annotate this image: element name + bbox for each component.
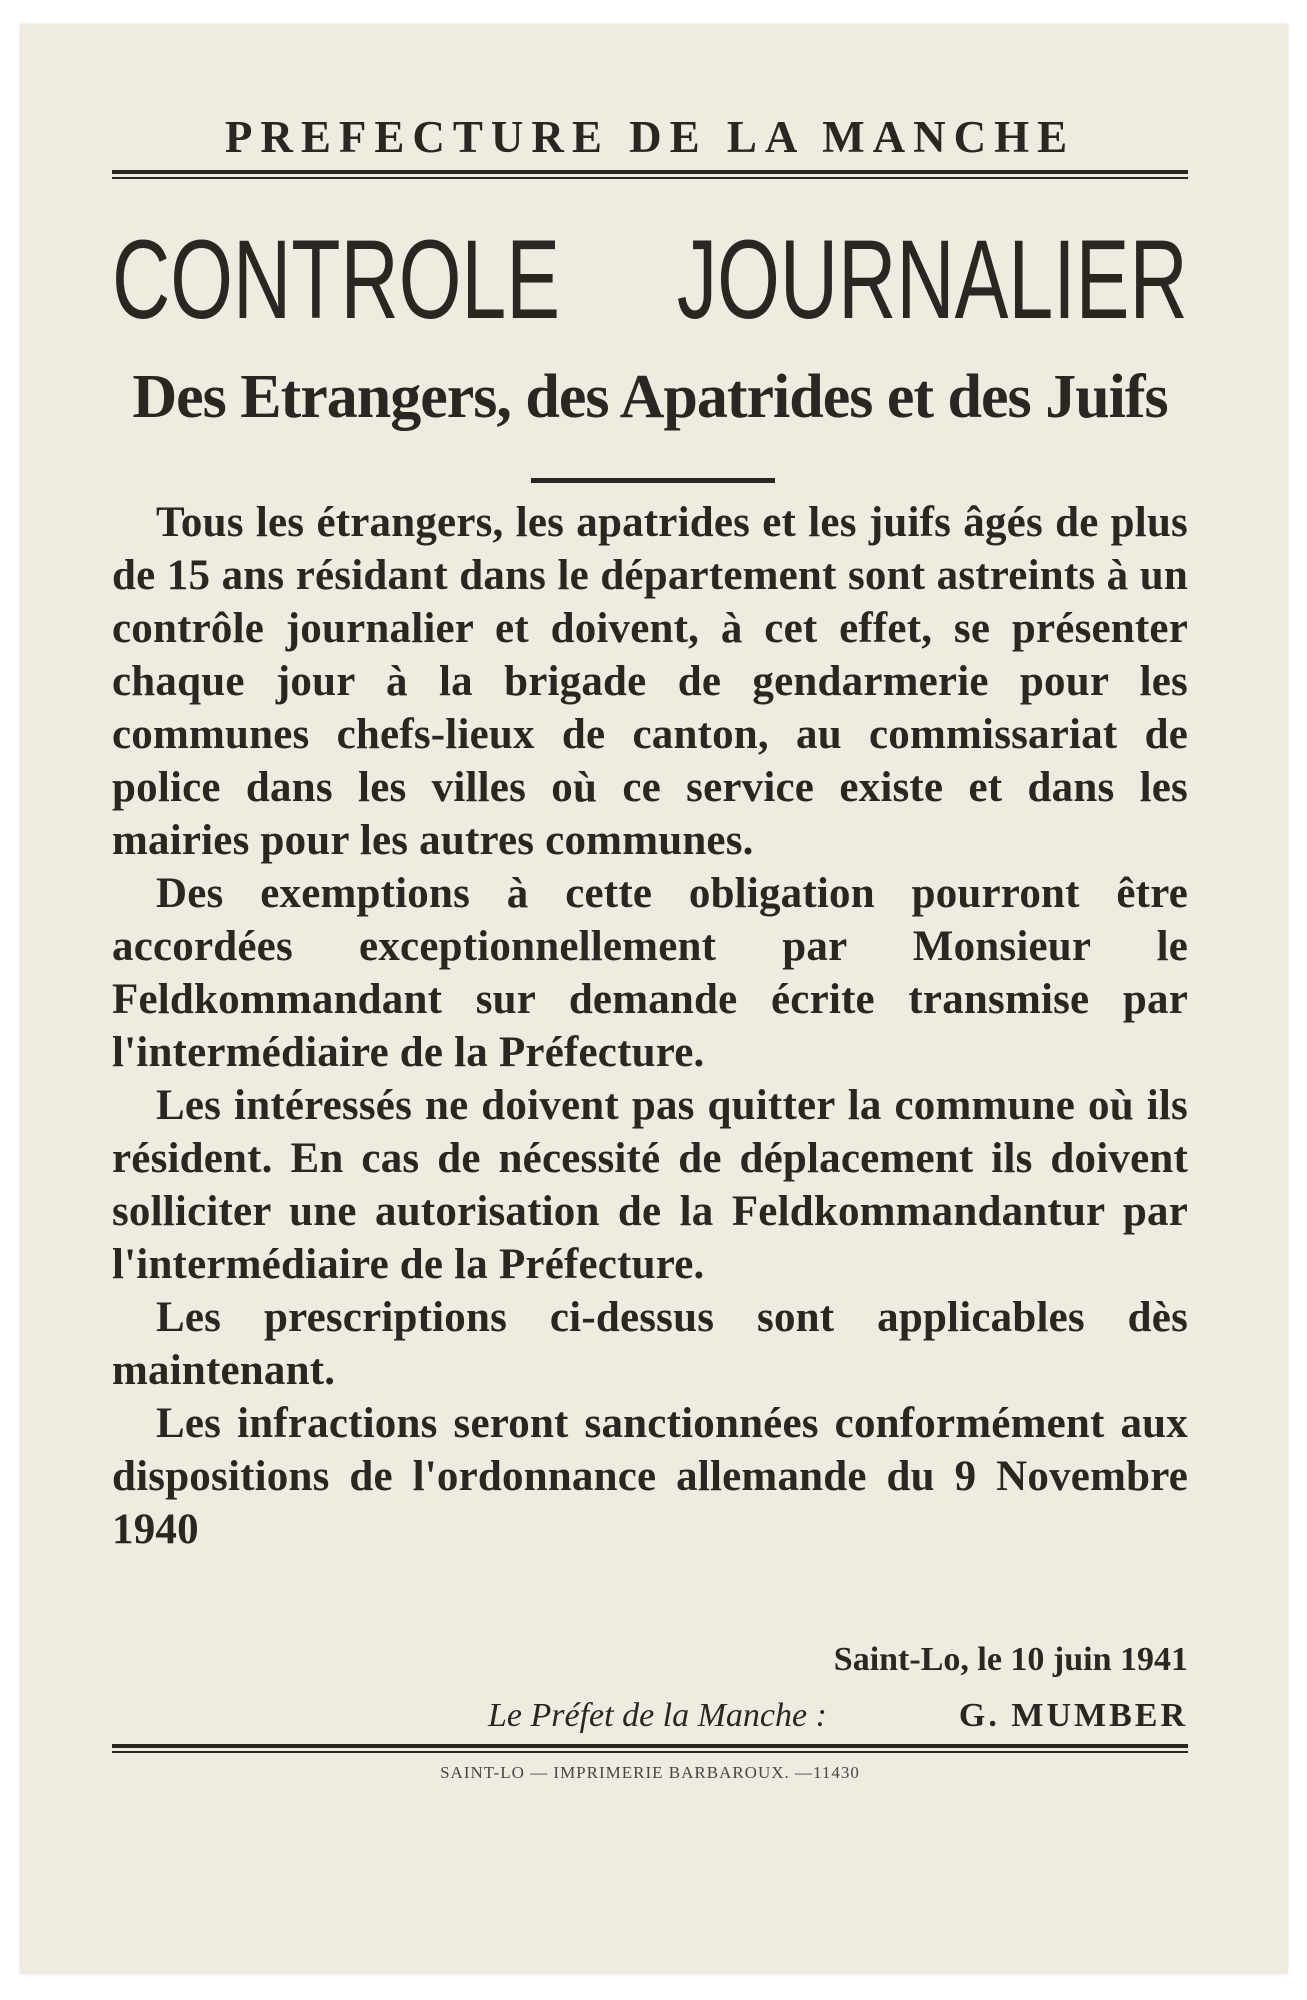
- subtitle: Des Etrangers, des Apatrides et des Juifs: [132, 363, 1168, 431]
- main-title: [112, 217, 1188, 342]
- place-date: Saint-Lo, le 10 juin 1941: [833, 1641, 1188, 1678]
- paragraph-2: Des exemptions à cette obligation pourront être accordées exceptionnellement par Monsieur le Feldkommandant sur demande écrite transmise par l'intermédiaire de la Préfecture.: [112, 870, 1188, 1076]
- paragraph-1: Tous les étrangers, les apatrides et les juifs âgés de plus de 15 ans résidant dans le département sont astreints à un contrôle journalier et doivent, à cet effet, se présenter chaque jour à la brigade de gendarmerie pour les communes chefs-lieux de canton, au commissariat de police dans les villes où ce service existe et dans les mairies pour les autres communes.: [112, 499, 1188, 864]
- signer-title: Le Préfet de la Manche :: [488, 1697, 827, 1734]
- footer-rule: [112, 1744, 1188, 1753]
- title-divider: [531, 478, 775, 483]
- signer-name: G. MUMBER: [958, 1697, 1188, 1734]
- notice-body: [112, 496, 1188, 1556]
- paragraph-4: Les prescriptions ci-dessus sont applicables dès maintenant.: [112, 1294, 1188, 1394]
- header-rule: [112, 170, 1188, 179]
- title-word-journalier: JOURNALIER: [676, 217, 1188, 342]
- paragraph-3: Les intéressés ne doivent pas quitter la commune où ils résident. En cas de nécessité de déplacement ils doivent solliciter une autorisation de la Feldkommandantur par l'intermédiaire de la Préfecture.: [112, 1082, 1188, 1288]
- printer-line: SAINT-LO — IMPRIMERIE BARBAROUX. —11430: [440, 1763, 860, 1782]
- title-word-controle: CONTROLE: [112, 217, 561, 342]
- prefecture-header: PREFECTURE DE LA MANCHE: [224, 112, 1076, 162]
- paragraph-5: Les infractions seront sanctionnées conformément aux dispositions de l'ordonnance allemande du 9 Novembre 1940: [112, 1400, 1188, 1553]
